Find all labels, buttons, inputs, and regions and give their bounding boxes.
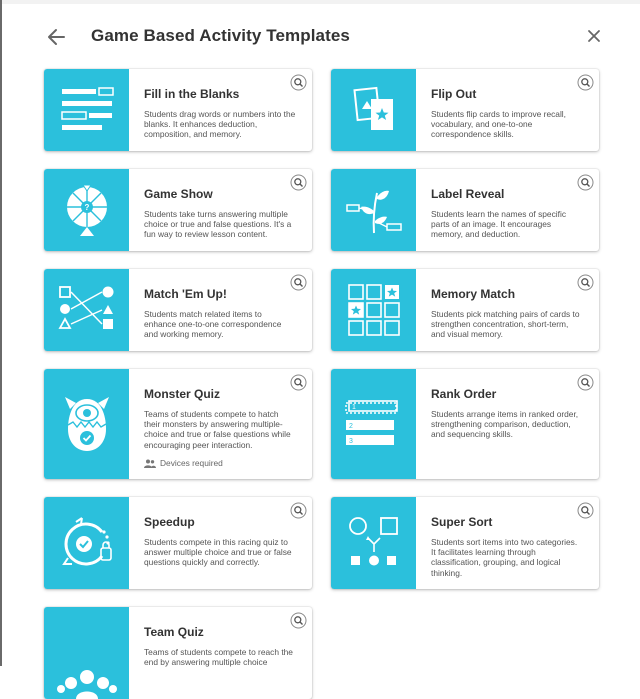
template-description: Students arrange items in ranked order, strengthening comparison, deduction, and sequencing skills. bbox=[431, 409, 579, 440]
match-shapes-icon bbox=[56, 279, 118, 341]
dialog-header bbox=[2, 4, 640, 66]
speed-timer-icon bbox=[56, 512, 118, 574]
page-title: Game Based Activity Templates bbox=[91, 26, 350, 45]
flip-cards-icon bbox=[343, 79, 405, 141]
template-description: Teams of students compete to reach the end by answering multiple choice bbox=[144, 647, 293, 668]
template-card-speedup[interactable] bbox=[44, 497, 312, 589]
template-thumbnail bbox=[44, 369, 129, 479]
zoom-in-icon[interactable] bbox=[290, 374, 307, 391]
template-name: Fill in the Blanks bbox=[144, 87, 240, 101]
template-description: Students sort items into two categories. It facilitates learning through classification, grouping, and logical thinking. bbox=[431, 537, 578, 578]
template-description: Students take turns answering multiple choice or true and false questions. It's a fun way to review lesson content. bbox=[144, 209, 292, 240]
sort-shapes-icon bbox=[343, 512, 405, 574]
template-description: Students compete in this racing quiz to answer multiple choice and true or false questions quickly and correctly. bbox=[144, 537, 292, 568]
ranked-list-icon bbox=[343, 393, 405, 455]
template-thumbnail bbox=[44, 69, 129, 151]
template-description: Students match related items to enhance one-to-one correspondence and working memory. bbox=[144, 309, 282, 340]
template-thumbnail bbox=[331, 497, 416, 589]
template-thumbnail bbox=[44, 169, 129, 251]
template-thumbnail bbox=[331, 269, 416, 351]
team-group-icon bbox=[56, 659, 118, 699]
template-card-rank-order[interactable] bbox=[331, 369, 599, 479]
memory-grid-icon bbox=[343, 279, 405, 341]
rank-label-2: 2 bbox=[348, 423, 353, 430]
template-name: Flip Out bbox=[431, 87, 477, 101]
template-name: Super Sort bbox=[431, 515, 493, 529]
plant-label-icon bbox=[343, 179, 405, 241]
device-requirement bbox=[144, 458, 223, 468]
template-card-match-em-up[interactable] bbox=[44, 269, 312, 351]
rank-label-3: 3 bbox=[348, 438, 353, 445]
close-icon bbox=[586, 28, 602, 44]
template-name: Monster Quiz bbox=[144, 387, 221, 401]
template-thumbnail bbox=[44, 607, 129, 699]
template-thumbnail bbox=[331, 169, 416, 251]
template-card-team-quiz[interactable] bbox=[44, 607, 312, 699]
close-button[interactable] bbox=[586, 28, 602, 44]
zoom-in-icon[interactable] bbox=[290, 174, 307, 191]
prize-wheel-icon bbox=[56, 179, 118, 241]
window-edge bbox=[0, 0, 2, 666]
template-name: Game Show bbox=[144, 187, 213, 201]
arrow-left-icon bbox=[46, 26, 68, 48]
template-card-fill-in-the-blanks[interactable] bbox=[44, 69, 312, 151]
template-name: Label Reveal bbox=[431, 187, 505, 201]
svg-text:?: ? bbox=[84, 203, 89, 212]
template-description: Students flip cards to improve recall, vocabulary, and one-to-one correspondence skills. bbox=[431, 109, 566, 140]
template-thumbnail bbox=[44, 269, 129, 351]
zoom-in-icon[interactable] bbox=[577, 74, 594, 91]
zoom-in-icon[interactable] bbox=[577, 274, 594, 291]
template-card-super-sort[interactable] bbox=[331, 497, 599, 589]
rank-label-1: 1 bbox=[351, 404, 356, 411]
zoom-in-icon[interactable] bbox=[577, 374, 594, 391]
template-thumbnail bbox=[331, 369, 416, 479]
back-button[interactable] bbox=[46, 26, 68, 48]
template-name: Memory Match bbox=[431, 287, 516, 301]
zoom-in-icon[interactable] bbox=[290, 502, 307, 519]
template-name: Team Quiz bbox=[144, 625, 204, 639]
zoom-in-icon[interactable] bbox=[290, 612, 307, 629]
zoom-in-icon[interactable] bbox=[577, 174, 594, 191]
template-thumbnail bbox=[44, 497, 129, 589]
template-description: Teams of students compete to hatch their monsters by answering multiple-choice and true or false questions while encouraging peer interaction. bbox=[144, 409, 291, 450]
fill-blanks-icon bbox=[56, 79, 118, 141]
template-description: Students pick matching pairs of cards to strengthen concentration, short-term, and visual memory. bbox=[431, 309, 580, 340]
zoom-in-icon[interactable] bbox=[577, 502, 594, 519]
template-card-monster-quiz[interactable] bbox=[44, 369, 312, 479]
template-name: Speedup bbox=[144, 515, 195, 529]
monster-egg-icon bbox=[56, 389, 118, 459]
template-name: Rank Order bbox=[431, 387, 497, 401]
zoom-in-icon[interactable] bbox=[290, 274, 307, 291]
group-icon bbox=[144, 459, 156, 468]
template-card-game-show[interactable] bbox=[44, 169, 312, 251]
template-card-flip-out[interactable] bbox=[331, 69, 599, 151]
template-card-memory-match[interactable] bbox=[331, 269, 599, 351]
template-name: Match 'Em Up! bbox=[144, 287, 227, 301]
template-description: Students drag words or numbers into the blanks. It enhances deduction, composition, and memory. bbox=[144, 109, 296, 140]
template-thumbnail bbox=[331, 69, 416, 151]
requirement-label: Devices required bbox=[160, 458, 223, 468]
template-description: Students learn the names of specific parts of an image. It encourages memory, and deduction. bbox=[431, 209, 567, 240]
template-card-label-reveal[interactable] bbox=[331, 169, 599, 251]
zoom-in-icon[interactable] bbox=[290, 74, 307, 91]
